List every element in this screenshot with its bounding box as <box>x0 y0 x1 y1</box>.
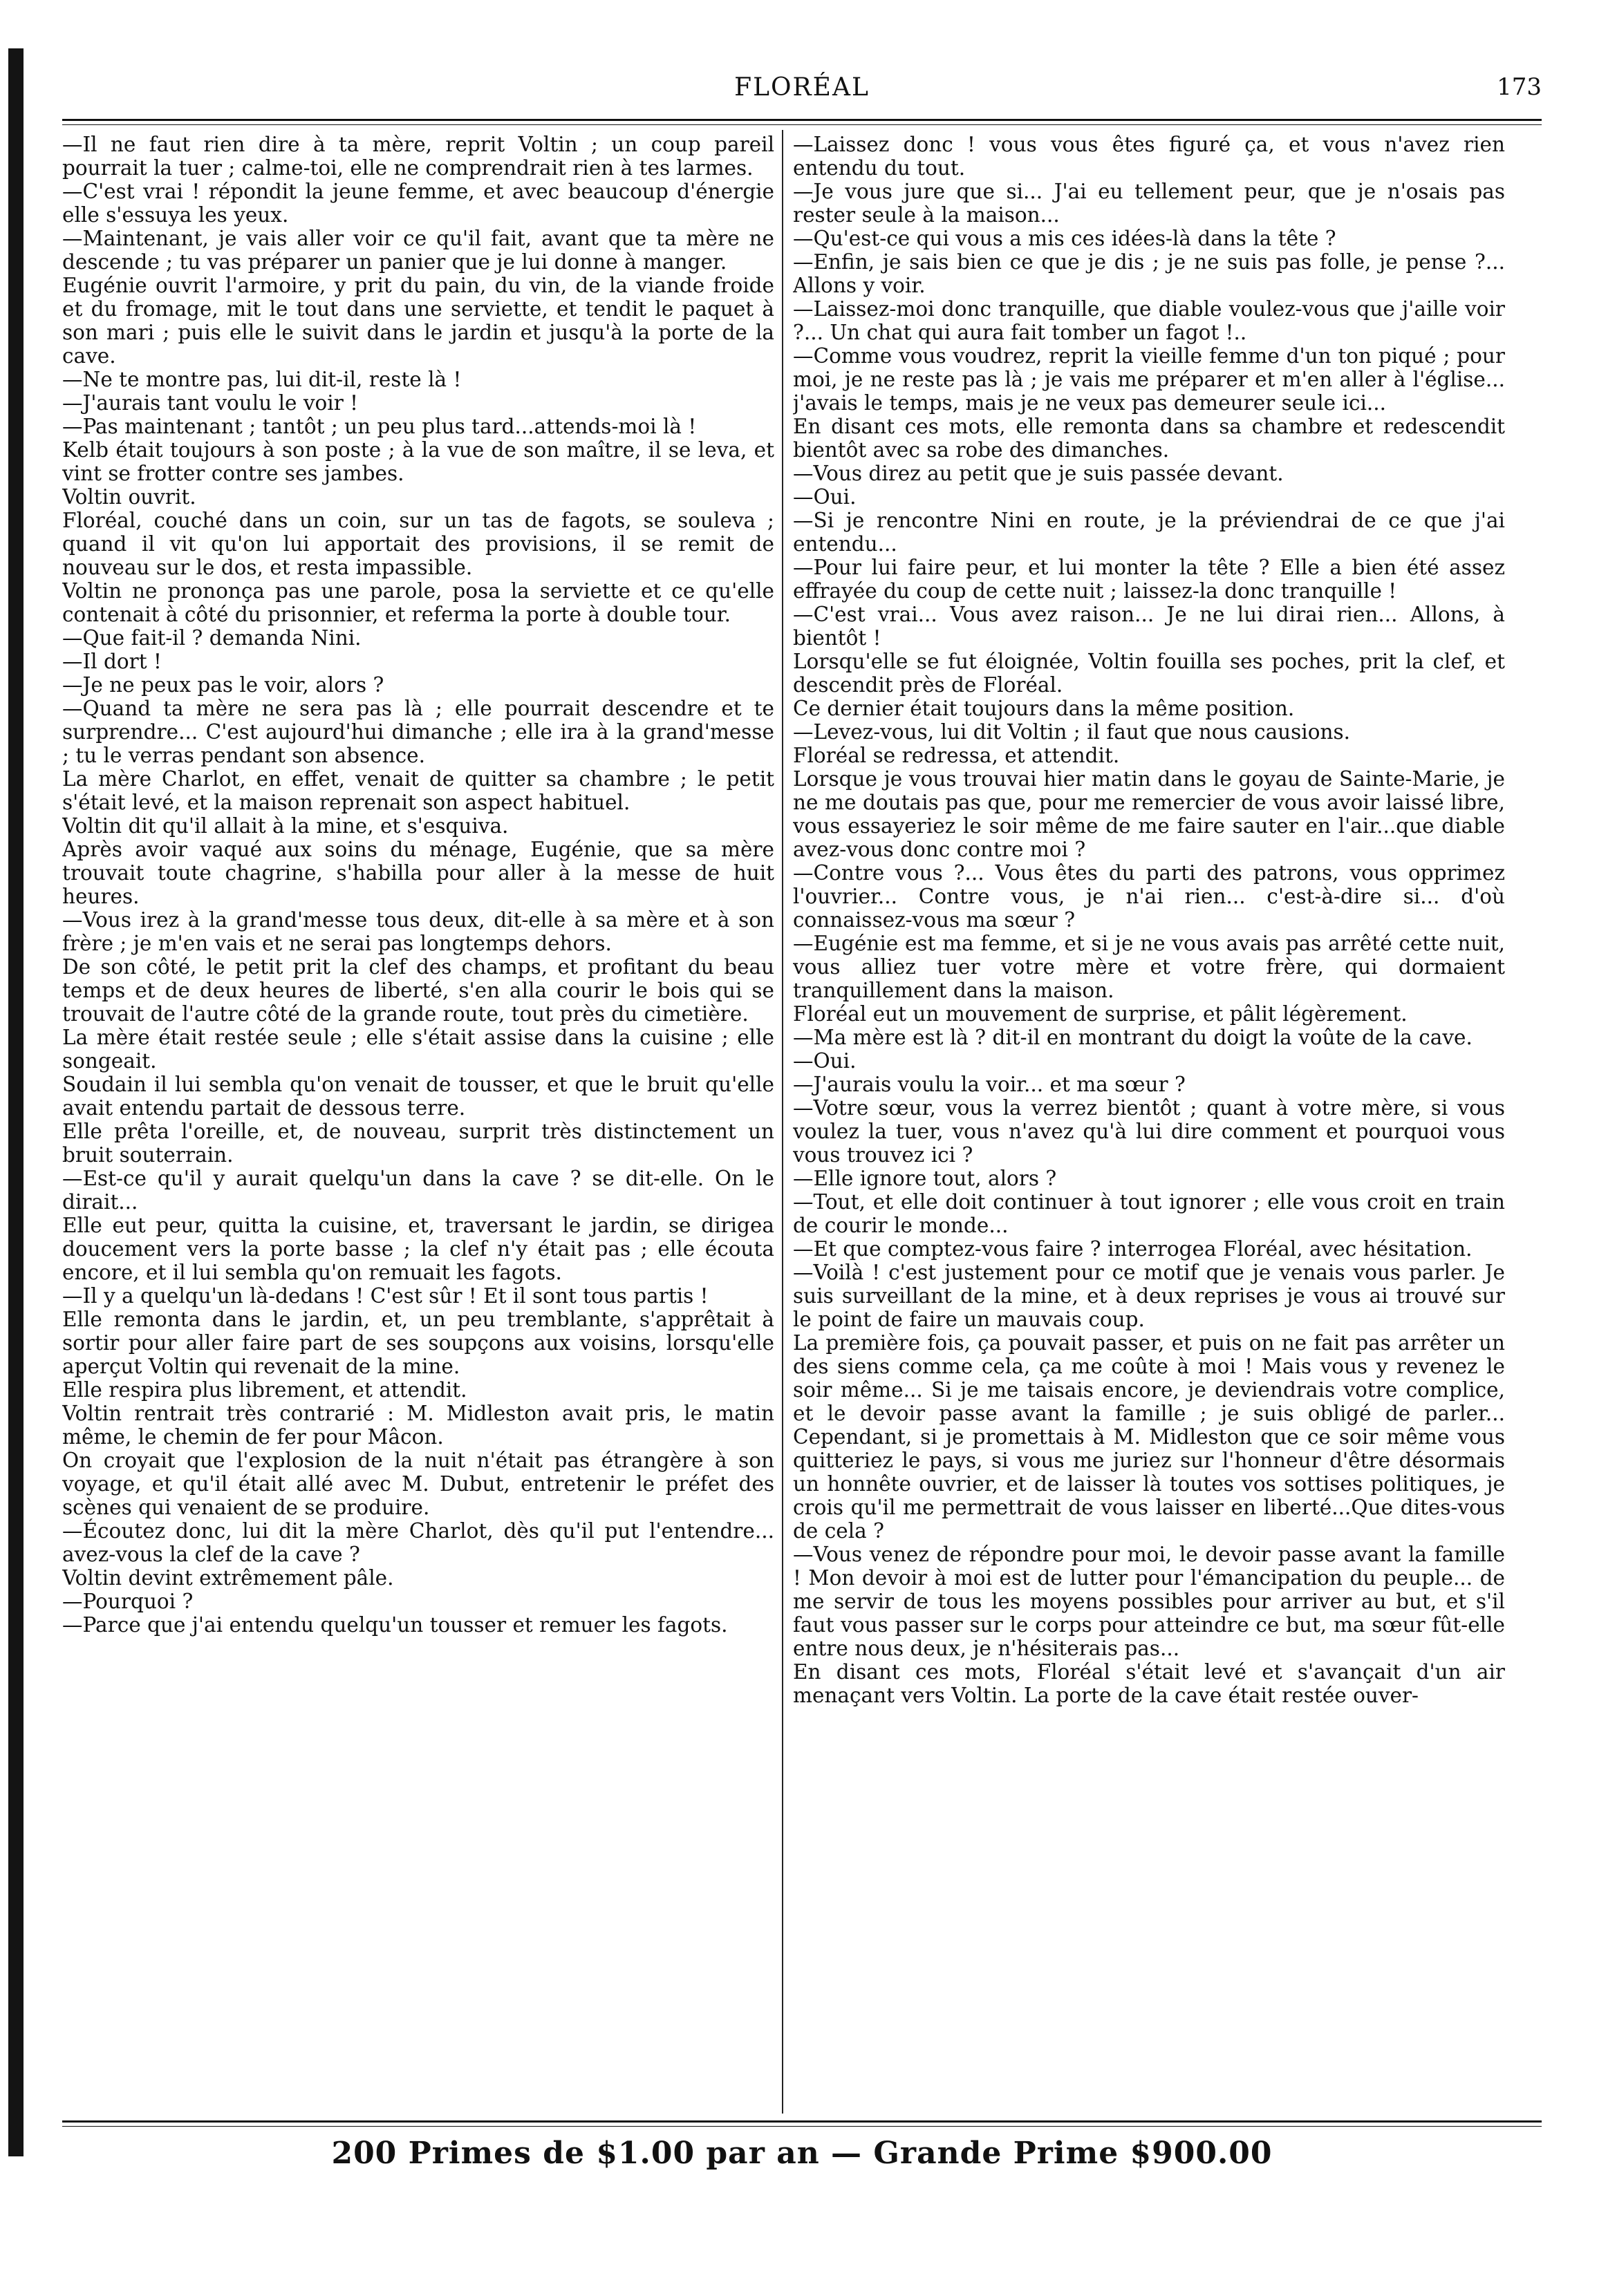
paragraph: Après avoir vaqué aux soins du ménage, Eugénie, que sa mère trouvait toute chagrine, s'habilla pour aller à la messe de huit heures. <box>62 838 774 908</box>
paragraph: Elle eut peur, quitta la cuisine, et, traversant le jardin, se dirigea doucement vers la porte basse ; la clef n'y était pas ; elle écouta encore, et il lui sembla qu'on remuait les fagots. <box>62 1214 774 1284</box>
paragraph: Eugénie ouvrit l'armoire, y prit du pain, du vin, de la viande froide et du fromage, mit le tout dans une serviette, et tendit le paquet à son mari ; puis elle le suivit dans le jardin et jusqu'à la porte de la cave. <box>62 274 774 368</box>
paragraph: Soudain il lui sembla qu'on venait de tousser, et que le bruit qu'elle avait entendu partait de dessous terre. <box>62 1073 774 1120</box>
paragraph: —Est-ce qu'il y aurait quelqu'un dans la cave ? se dit-elle. On le dirait... <box>62 1167 774 1214</box>
paragraph: Elle respira plus librement, et attendit. <box>62 1378 467 1402</box>
paragraph: —Pas maintenant ; tantôt ; un peu plus tard...attends-moi là ! <box>62 415 697 438</box>
page-number: 173 <box>1497 73 1542 101</box>
paragraph: —Tout, et elle doit continuer à tout ignorer ; elle vous croit en train de courir le monde... <box>793 1190 1505 1237</box>
paragraph: —Laissez donc ! vous vous êtes figuré ça, et vous n'avez rien entendu du tout. <box>793 133 1505 180</box>
paragraph: —Vous irez à la grand'messe tous deux, dit-elle à sa mère et à son frère ; je m'en vais et ne serai pas longtemps dehors. <box>62 908 774 955</box>
right-text-column <box>793 133 1505 2109</box>
paragraph: La mère Charlot, en effet, venait de quitter sa chambre ; le petit s'était levé, et la maison reprenait son aspect habituel. <box>62 767 774 814</box>
column-divider <box>782 130 783 2114</box>
running-title: FLORÉAL <box>734 73 870 102</box>
paragraph: Kelb était toujours à son poste ; à la vue de son maître, il se leva, et vint se frotter contre ses jambes. <box>62 438 774 485</box>
paragraph: Voltin ouvrit. <box>62 485 196 509</box>
header-rule-thin <box>62 124 1542 125</box>
paragraph: —Laissez-moi donc tranquille, que diable voulez-vous que j'aille voir ?... Un chat qui aura fait tomber un fagot !.. <box>793 297 1505 344</box>
paragraph: La mère était restée seule ; elle s'était assise dans la cuisine ; elle songeait. <box>62 1026 774 1073</box>
paragraph: De son côté, le petit prit la clef des champs, et profitant du beau temps et de deux heures de liberté, s'en alla courir le bois qui se trouvait de l'autre côté de la grande route, tout près du cimetière. <box>62 955 774 1026</box>
paragraph: —Ne te montre pas, lui dit-il, reste là ! <box>62 368 462 391</box>
paragraph: —Que fait-il ? demanda Nini. <box>62 626 362 650</box>
paragraph: —Écoutez donc, lui dit la mère Charlot, dès qu'il put l'entendre... avez-vous la clef de la cave ? <box>62 1519 774 1566</box>
footer-rule <box>62 2120 1542 2123</box>
paragraph: —Comme vous voudrez, reprit la vieille femme d'un ton piqué ; pour moi, je ne reste pas là ; je vais me préparer et m'en aller à l'église... j'avais le temps, mais je ne veux pas demeurer seule ici... <box>793 344 1505 415</box>
paragraph: —Parce que j'ai entendu quelqu'un tousser et remuer les fagots. <box>62 1613 728 1637</box>
paragraph: —Je ne peux pas le voir, alors ? <box>62 673 384 697</box>
page-header <box>62 69 1542 111</box>
footer-rule-thin <box>62 2126 1542 2127</box>
paragraph: —Eugénie est ma femme, et si je ne vous avais pas arrêté cette nuit, vous alliez tuer votre mère et votre frère, qui dormaient tranquillement dans la maison. <box>793 932 1505 1002</box>
paragraph: —Ma mère est là ? dit-il en montrant du doigt la voûte de la cave. <box>793 1026 1473 1049</box>
paragraph: —Votre sœur, vous la verrez bientôt ; quant à votre mère, si vous voulez la tuer, vous n'avez qu'à lui dire comment et pourquoi vous vous trouvez ici ? <box>793 1096 1505 1167</box>
paragraph: —C'est vrai... Vous avez raison... Je ne lui dirai rien... Allons, à bientôt ! <box>793 603 1505 650</box>
paragraph: —Qu'est-ce qui vous a mis ces idées-là dans la tête ? <box>793 227 1336 250</box>
paragraph: Floréal, couché dans un coin, sur un tas de fagots, se souleva ; quand il vit qu'on lui apportait des provisions, il se remit de nouveau sur le dos, et resta impassible. <box>62 509 774 579</box>
scan-edge-bar <box>8 48 24 2156</box>
paragraph: Elle remonta dans le jardin, et, un peu tremblante, s'apprêtait à sortir pour aller faire part de ses soupçons aux voisins, lorsqu'elle aperçut Voltin qui revenait de la mine. <box>62 1308 774 1378</box>
paragraph: Floréal eut un mouvement de surprise, et pâlit légèrement. <box>793 1002 1408 1026</box>
paragraph: —C'est vrai ! répondit la jeune femme, et avec beaucoup d'énergie elle s'essuya les yeux. <box>62 180 774 227</box>
paragraph: —Pour lui faire peur, et lui monter la tête ? Elle a bien été assez effrayée du coup de cette nuit ; laissez-la donc tranquille ! <box>793 556 1505 603</box>
paragraph: —Enfin, je sais bien ce que je dis ; je ne suis pas folle, je pense ?... Allons y voir. <box>793 250 1505 297</box>
paragraph: —Et que comptez-vous faire ? interrogea Floréal, avec hésitation. <box>793 1237 1473 1261</box>
paragraph: —Voilà ! c'est justement pour ce motif que je venais vous parler. Je suis surveillant de la mine, et à deux reprises je vous ai trouvé sur le point de faire un mauvais coup. <box>793 1261 1505 1331</box>
paragraph: —Vous venez de répondre pour moi, le devoir passe avant la famille ! Mon devoir à moi est de lutter pour l'émancipation du peuple... de me servir de tous les moyens possibles pour arriver au but, et s'il faut vous passer sur le corps pour atteindre ce but, ma sœur fût-elle entre nous deux, je n'hésiterais pas... <box>793 1543 1505 1660</box>
paragraph: —J'aurais tant voulu le voir ! <box>62 391 359 415</box>
paragraph: —Levez-vous, lui dit Voltin ; il faut que nous causions. <box>793 720 1351 744</box>
paragraph: —Oui. <box>793 485 857 509</box>
paragraph: Voltin dit qu'il allait à la mine, et s'esquiva. <box>62 814 509 838</box>
paragraph: —Je vous jure que si... J'ai eu tellement peur, que je n'osais pas rester seule à la maison... <box>793 180 1505 227</box>
paragraph: Voltin rentrait très contrarié : M. Midleston avait pris, le matin même, le chemin de fer pour Mâcon. <box>62 1402 774 1449</box>
left-text-column <box>62 133 774 2109</box>
paragraph: —Pourquoi ? <box>62 1590 194 1613</box>
paragraph: —Il ne faut rien dire à ta mère, reprit Voltin ; un coup pareil pourrait la tuer ; calme-toi, elle ne comprendrait rien à tes larmes. <box>62 133 774 180</box>
footer-banner: 200 Primes de $1.00 par an — Grande Prime $900.00 <box>331 2136 1273 2171</box>
paragraph: —Vous direz au petit que je suis passée devant. <box>793 462 1284 485</box>
paragraph: Ce dernier était toujours dans la même position. <box>793 697 1295 720</box>
paragraph: —Contre vous ?... Vous êtes du parti des patrons, vous opprimez l'ouvrier... Contre vous, je n'ai rien... c'est-à-dire si... d'où connaissez-vous ma sœur ? <box>793 861 1505 932</box>
paragraph: Elle prêta l'oreille, et, de nouveau, surprit très distinctement un bruit souterrain. <box>62 1120 774 1167</box>
paragraph: —Si je rencontre Nini en route, je la préviendrai de ce que j'ai entendu... <box>793 509 1505 556</box>
paragraph: —Oui. <box>793 1049 857 1073</box>
paragraph: —J'aurais voulu la voir... et ma sœur ? <box>793 1073 1186 1096</box>
paragraph: Lorsqu'elle se fut éloignée, Voltin fouilla ses poches, prit la clef, et descendit près de Floréal. <box>793 650 1505 697</box>
paragraph: On croyait que l'explosion de la nuit n'était pas étrangère à son voyage, et qu'il était allé avec M. Dubut, entretenir le préfet des scènes qui venaient de se produire. <box>62 1449 774 1519</box>
header-rule <box>62 119 1542 121</box>
paragraph: —Il y a quelqu'un là-dedans ! C'est sûr ! Et il sont tous partis ! <box>62 1284 709 1308</box>
paragraph: Voltin ne prononça pas une parole, posa la serviette et ce qu'elle contenait à côté du prisonnier, et referma la porte à double tour. <box>62 579 774 626</box>
paragraph: —Quand ta mère ne sera pas là ; elle pourrait descendre et te surprendre... C'est aujourd'hui dimanche ; elle ira à la grand'messe ; tu le verras pendant son absence. <box>62 697 774 767</box>
paragraph: En disant ces mots, elle remonta dans sa chambre et redescendit bientôt avec sa robe des dimanches. <box>793 415 1505 462</box>
paragraph: Voltin devint extrêmement pâle. <box>62 1566 394 1590</box>
paragraph: Floréal se redressa, et attendit. <box>793 744 1120 767</box>
paragraph: La première fois, ça pouvait passer, et puis on ne fait pas arrêter un des siens comme cela, ça me coûte à moi ! Mais vous y revenez le soir même... Si je me taisais encore, je deviendrais votre complice, et le devoir passe avant la famille ; je suis obligé de parler... Cependant, si je promettais à M. Midleston que ce soir même vous quitteriez le pays, si vous me juriez sur l'honneur d'être désormais un honnête ouvrier, et de laisser là toutes vos sottises politiques, je crois qu'il me permettrait de vous laisser en liberté...Que dites-vous de cela ? <box>793 1331 1505 1543</box>
paragraph: —Elle ignore tout, alors ? <box>793 1167 1057 1190</box>
paragraph: —Maintenant, je vais aller voir ce qu'il fait, avant que ta mère ne descende ; tu vas préparer un panier que je lui donne à manger. <box>62 227 774 274</box>
paragraph: Lorsque je vous trouvai hier matin dans le goyau de Sainte-Marie, je ne me doutais pas que, pour me remercier de vous avoir laissé libre, vous essayeriez le soir même de me faire sauter en l'air...que diable avez-vous donc contre moi ? <box>793 767 1505 861</box>
paragraph: —Il dort ! <box>62 650 162 673</box>
paragraph: En disant ces mots, Floréal s'était levé et s'avançait d'un air menaçant vers Voltin. La porte de la cave était restée ouver- <box>793 1660 1505 1707</box>
